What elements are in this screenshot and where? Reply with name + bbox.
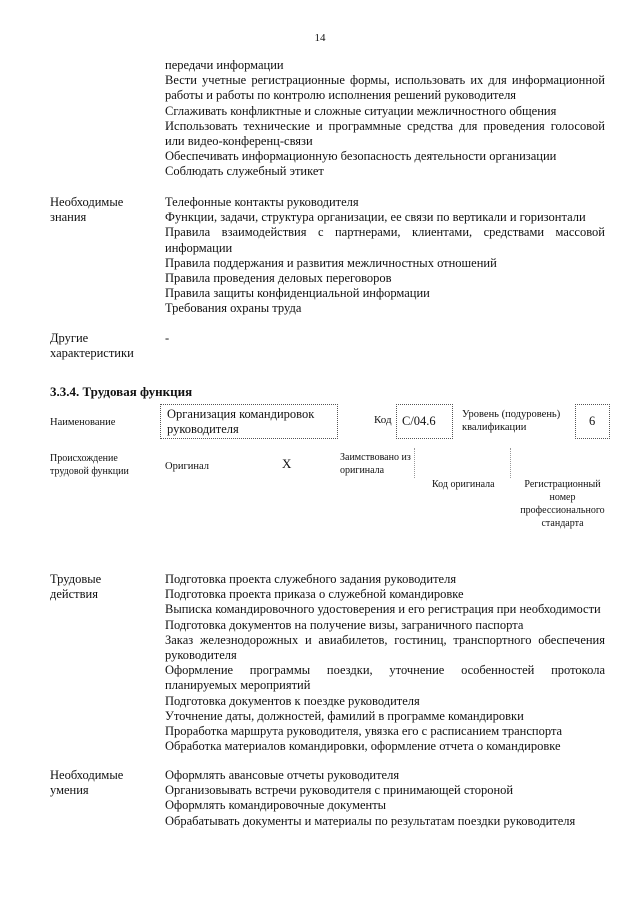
list-item: Подготовка документов на получение визы, заграничного паспорта: [165, 617, 524, 632]
skills-continued-list: [165, 58, 605, 180]
list-item: Сглаживать конфликтные и сложные ситуации межличностного общения: [165, 103, 557, 118]
knowledge-list: [165, 195, 605, 317]
actions-label: Трудовые действия: [50, 572, 102, 601]
list-item: Подготовка проекта служебного задания руководителя: [165, 572, 457, 586]
borrowed-label: Заимствовано из оригинала: [340, 452, 411, 476]
list-item: Телефонные контакты руководителя: [165, 195, 359, 209]
original-label: Оригинал: [165, 461, 209, 472]
list-item: Требования охраны труда: [165, 301, 302, 316]
list-item: Функции, задачи, структура организации, ее связи по вертикали и горизонтали: [165, 210, 586, 225]
list-item: Подготовка документов к поездке руководителя: [165, 693, 420, 708]
list-item: Обеспечивать информационную безопасность деятельности организации: [165, 149, 557, 164]
level-value: 6: [589, 414, 596, 428]
skills-label: Необходимые умения: [50, 768, 124, 797]
list-item: Оформление программы поездки, уточнение особенностей протокола планируемых мероприятий: [165, 663, 605, 693]
list-item: Правила защиты конфиденциальной информации: [165, 286, 430, 301]
knowledge-label: Необходимые знания: [50, 195, 124, 224]
list-item: Правила поддержания и развития межличностных отношений: [165, 255, 497, 270]
list-item: Обрабатывать документы и материалы по результатам поездки руководителя: [165, 813, 576, 828]
list-item: Заказ железнодорожных и авиабилетов, гостиниц, транспортного обеспечения руководителя: [165, 632, 605, 663]
code-value: С/04.6: [402, 414, 436, 428]
list-item: Организовывать встречи руководителя с принимающей стороной: [165, 783, 514, 798]
list-item: Правила взаимодействия с партнерами, клиентами, средствами массовой информации: [165, 225, 605, 255]
code-label: Код: [374, 414, 392, 426]
original-code-label: Код оригинала: [432, 479, 495, 490]
page-number: 14: [314, 32, 326, 44]
list-item: Использовать технические и программные средства для проведения голосовой или видео-конференц-связи: [165, 118, 605, 149]
list-item: Соблюдать служебный этикет: [165, 164, 324, 179]
actions-list: [165, 572, 605, 754]
list-item: Обработка материалов командировки, оформление отчета о командировке: [165, 739, 561, 754]
list-item: Проработка маршрута руководителя, увязка его с расписанием транспорта: [165, 724, 563, 739]
original-mark: X: [282, 456, 292, 471]
list-item: Выписка командировочного удостоверения и его регистрация при необходимости: [165, 602, 601, 617]
list-item: Правила проведения деловых переговоров: [165, 271, 392, 286]
list-item: Оформлять авансовые отчеты руководителя: [165, 768, 400, 782]
code-box: [396, 404, 453, 439]
name-label: Наименование: [50, 417, 116, 428]
list-item: Оформлять командировочные документы: [165, 798, 387, 813]
name-box: [160, 404, 338, 439]
list-item: Уточнение даты, должностей, фамилий в программе командировки: [165, 708, 524, 723]
other-characteristics-label: Другие характеристики: [50, 331, 134, 360]
function-name: Организация командировок руководителя: [167, 407, 315, 436]
origin-label: Происхождение трудовой функции: [50, 453, 129, 477]
level-box: [575, 404, 610, 439]
list-item: Подготовка проекта приказа о служебной командировке: [165, 587, 464, 602]
list-item: Вести учетные регистрационные формы, использовать их для информационной работы и работы по контролю исполнения решений руководителя: [165, 73, 605, 103]
section-title: 3.3.4. Трудовая функция: [50, 384, 193, 399]
registration-number-label: Регистрационный номер профессионального стандарта: [520, 479, 605, 529]
other-characteristics-value: -: [165, 331, 170, 345]
level-label: Уровень (подуровень) квалификации: [462, 409, 561, 433]
skills-list: [165, 768, 605, 829]
list-item: передачи информации: [165, 58, 284, 72]
